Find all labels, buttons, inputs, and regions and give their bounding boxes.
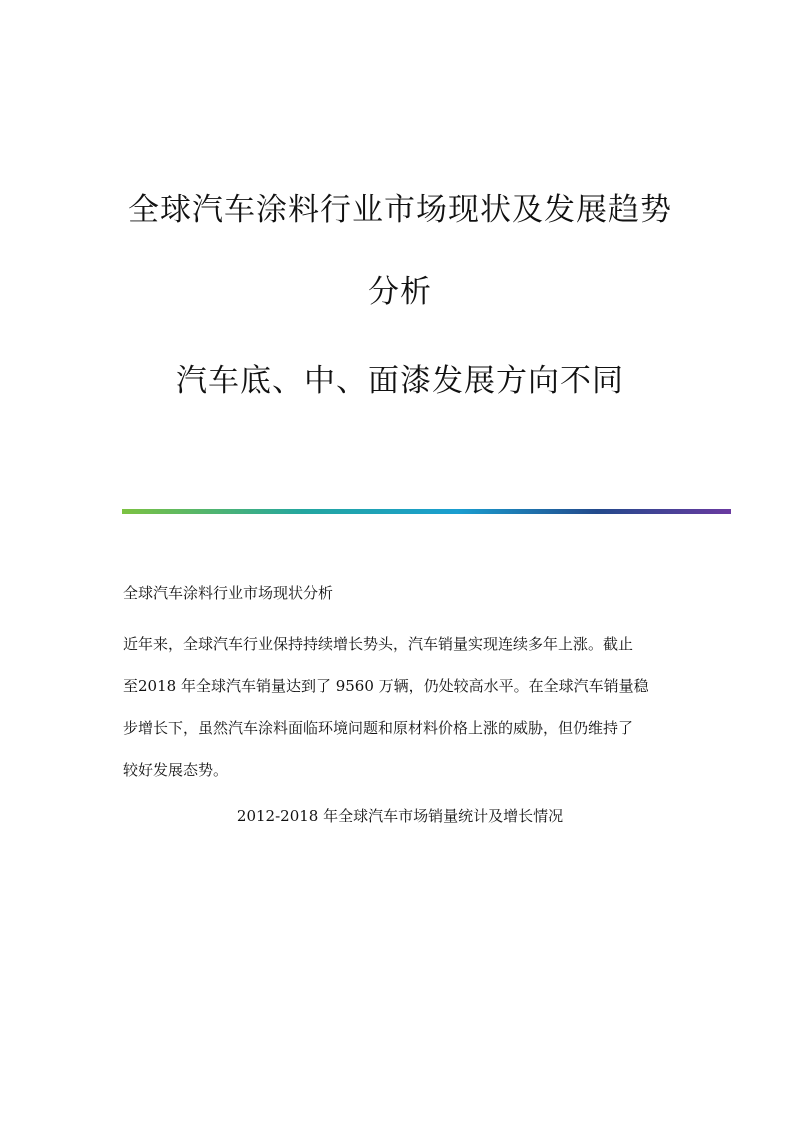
paragraph-line: 步增长下，虽然汽车涂料面临环境问题和原材料价格上涨的威胁，但仍维持了 [123,719,634,737]
document-title-line-1: 全球汽车涂料行业市场现状及发展趋势 [128,192,672,228]
paragraph-line: 较好发展态势。 [123,761,229,779]
title-divider [122,509,731,514]
section-heading: 全球汽车涂料行业市场现状分析 [123,584,334,602]
paragraph-line: 近年来，全球汽车行业保持持续增长势头，汽车销量实现连续多年上涨。截止 [123,635,634,653]
paragraph-line: 至2018 年全球汽车销量达到了 9560 万辆，仍处较高水平。在全球汽车销量稳 [123,677,649,695]
document-subtitle: 汽车底、中、面漆发展方向不同 [176,363,624,399]
document-title-line-2: 分析 [368,274,432,310]
figure-caption: 2012-2018 年全球汽车市场销量统计及增长情况 [236,807,564,825]
